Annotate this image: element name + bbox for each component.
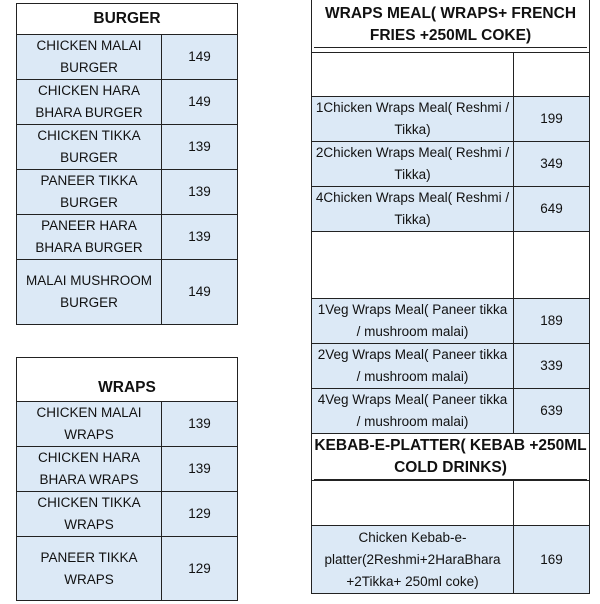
- kebab-title-text: KEBAB-E-PLATTER( KEBAB +250ML COLD DRINKS): [314, 435, 587, 480]
- menu-item-name: CHICKEN HARA BHARA WRAPS: [17, 447, 162, 492]
- wraps-title: WRAPS: [17, 358, 238, 402]
- wraps-table: [16, 357, 238, 601]
- menu-item-price: 349: [514, 142, 590, 187]
- menu-item-name: CHICKEN MALAI WRAPS: [17, 402, 162, 447]
- menu-item-name: 1Veg Wraps Meal( Paneer tikka / mushroom malai): [312, 299, 514, 344]
- menu-item-name: CHICKEN TIKKA BURGER: [17, 125, 162, 170]
- menu-item-name: 2Chicken Wraps Meal( Reshmi / Tikka): [312, 142, 514, 187]
- wraps-meal-title-text: WRAPS MEAL( WRAPS+ FRENCH FRIES +250ML COKE): [314, 3, 587, 48]
- menu-item-name: CHICKEN TIKKA WRAPS: [17, 492, 162, 537]
- menu-item-price: 649: [514, 187, 590, 232]
- empty-cell: [514, 232, 590, 299]
- wraps-meal-title: [312, 0, 590, 53]
- menu-item-name: CHICKEN MALAI BURGER: [17, 35, 162, 80]
- empty-cell: [312, 232, 514, 299]
- menu-item-name: 2Veg Wraps Meal( Paneer tikka / mushroom malai): [312, 344, 514, 389]
- menu-item-name: 4Veg Wraps Meal( Paneer tikka / mushroom malai): [312, 389, 514, 434]
- menu-item-name: MALAI MUSHROOM BURGER: [17, 260, 162, 325]
- empty-cell: [514, 481, 590, 526]
- empty-cell: [312, 53, 514, 97]
- menu-item-name: PANEER HARA BHARA BURGER: [17, 215, 162, 260]
- menu-item-price: 129: [162, 537, 238, 601]
- menu-item-price: 339: [514, 344, 590, 389]
- menu-item-price: 139: [162, 215, 238, 260]
- menu-item-name: Chicken Kebab-e-platter(2Reshmi+2HaraBhara +2Tikka+ 250ml coke): [312, 526, 514, 594]
- menu-item-price: 129: [162, 492, 238, 537]
- menu-item-price: 139: [162, 402, 238, 447]
- menu-item-price: 149: [162, 260, 238, 325]
- menu-item-price: 169: [514, 526, 590, 594]
- kebab-title: [312, 434, 590, 481]
- empty-cell: [312, 481, 514, 526]
- menu-item-name: CHICKEN HARA BHARA BURGER: [17, 80, 162, 125]
- menu-item-name: 4Chicken Wraps Meal( Reshmi / Tikka): [312, 187, 514, 232]
- menu-item-price: 139: [162, 447, 238, 492]
- burger-title: BURGER: [17, 4, 238, 35]
- burger-table: [16, 3, 238, 325]
- menu-item-price: 199: [514, 97, 590, 142]
- menu-item-price: 189: [514, 299, 590, 344]
- menu-item-name: PANEER TIKKA BURGER: [17, 170, 162, 215]
- menu-item-price: 639: [514, 389, 590, 434]
- menu-item-price: 139: [162, 125, 238, 170]
- wraps-meal-table: [311, 0, 590, 594]
- menu-item-name: 1Chicken Wraps Meal( Reshmi / Tikka): [312, 97, 514, 142]
- menu-item-price: 139: [162, 170, 238, 215]
- empty-cell: [514, 53, 590, 97]
- menu-item-price: 149: [162, 35, 238, 80]
- menu-item-name: PANEER TIKKA WRAPS: [17, 537, 162, 601]
- menu-item-price: 149: [162, 80, 238, 125]
